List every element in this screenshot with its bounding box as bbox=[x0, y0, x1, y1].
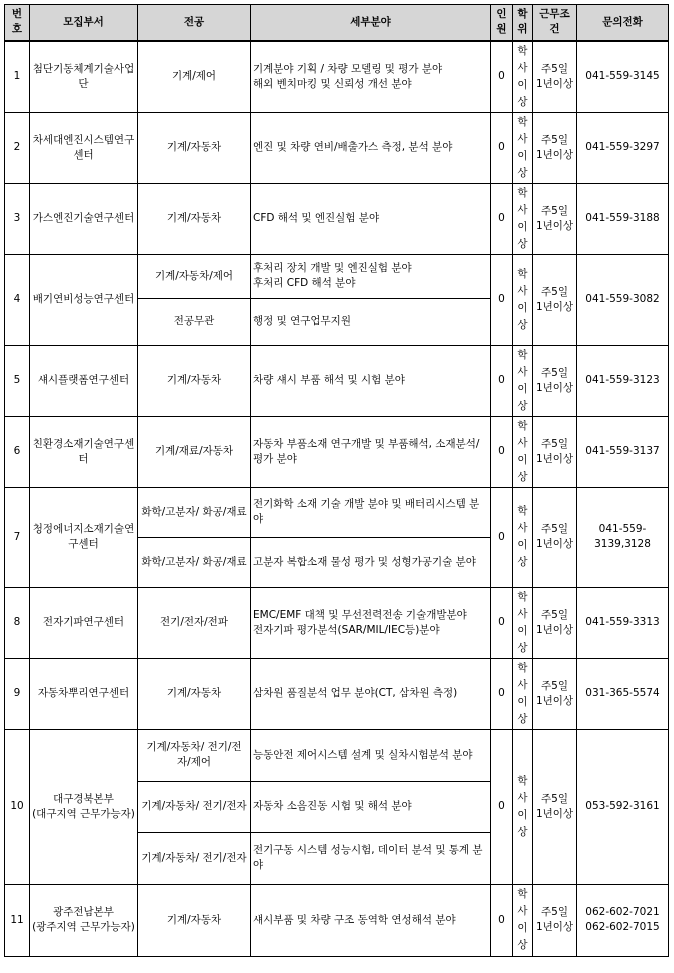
row-no: 11 bbox=[5, 884, 30, 956]
row-no: 3 bbox=[5, 183, 30, 254]
row-count: 0 bbox=[491, 729, 513, 884]
row-degree: 학 사 이 상 bbox=[513, 587, 533, 658]
row-detail: 후처리 장치 개발 및 엔진실험 분야 후처리 CFD 해석 분야 bbox=[251, 254, 491, 298]
row-degree: 학 사 이 상 bbox=[513, 254, 533, 345]
row-count: 0 bbox=[491, 884, 513, 956]
row-degree: 학 사 이 상 bbox=[513, 345, 533, 416]
row-dept: 첨단기동체계기술사업단 bbox=[30, 41, 138, 113]
row-dept: 대구경북본부 (대구지역 근무가능자) bbox=[30, 729, 138, 884]
row-degree: 학 사 이 상 bbox=[513, 41, 533, 113]
row-condition: 주5일 1년이상 bbox=[533, 183, 577, 254]
row-condition: 주5일 1년이상 bbox=[533, 587, 577, 658]
header-phone: 문의전화 bbox=[577, 5, 669, 41]
row-major: 기계/자동차/ 전기/전자 bbox=[138, 781, 251, 832]
row-major: 기계/자동차 bbox=[138, 183, 251, 254]
row-phone: 041-559-3137 bbox=[577, 416, 669, 487]
row-detail: CFD 해석 및 엔진실험 분야 bbox=[251, 183, 491, 254]
row-no: 7 bbox=[5, 487, 30, 587]
row-phone: 041-559-3145 bbox=[577, 41, 669, 113]
table-row bbox=[5, 254, 669, 298]
row-no: 5 bbox=[5, 345, 30, 416]
row-detail: 능동안전 제어시스템 설계 및 실차시험분석 분야 bbox=[251, 729, 491, 781]
row-detail: 기계분야 기획 / 차량 모델링 및 평가 분야 해외 벤치마킹 및 신뢰성 개선 분야 bbox=[251, 41, 491, 113]
row-degree: 학 사 이 상 bbox=[513, 729, 533, 884]
row-major: 기계/자동차/제어 bbox=[138, 254, 251, 298]
table-row bbox=[5, 112, 669, 183]
row-phone: 041-559-3123 bbox=[577, 345, 669, 416]
header-dept: 모집부서 bbox=[30, 5, 138, 41]
header-degree: 학 위 bbox=[513, 5, 533, 41]
row-phone: 041-559-3082 bbox=[577, 254, 669, 345]
row-phone: 031-365-5574 bbox=[577, 658, 669, 729]
recruitment-table bbox=[4, 4, 669, 957]
row-detail: 삼차원 품질분석 업무 분야(CT, 삼차원 측정) bbox=[251, 658, 491, 729]
row-no: 9 bbox=[5, 658, 30, 729]
row-no: 8 bbox=[5, 587, 30, 658]
row-dept: 전자기파연구센터 bbox=[30, 587, 138, 658]
row-detail: 섀시부품 및 차량 구조 동역학 연성해석 분야 bbox=[251, 884, 491, 956]
table-row bbox=[5, 658, 669, 729]
row-condition: 주5일 1년이상 bbox=[533, 658, 577, 729]
table-row bbox=[5, 41, 669, 113]
row-condition: 주5일 1년이상 bbox=[533, 41, 577, 113]
row-major: 기계/재료/자동차 bbox=[138, 416, 251, 487]
row-phone: 041-559-3313 bbox=[577, 587, 669, 658]
row-major: 전기/전자/전파 bbox=[138, 587, 251, 658]
row-detail: 엔진 및 차량 연비/배출가스 측정, 분석 분야 bbox=[251, 112, 491, 183]
row-condition: 주5일 1년이상 bbox=[533, 729, 577, 884]
header-count: 인 원 bbox=[491, 5, 513, 41]
row-dept: 친환경소재기술연구센터 bbox=[30, 416, 138, 487]
row-no: 4 bbox=[5, 254, 30, 345]
row-degree: 학 사 이 상 bbox=[513, 112, 533, 183]
row-degree: 학 사 이 상 bbox=[513, 183, 533, 254]
row-detail: 자동차 소음진동 시험 및 해석 분야 bbox=[251, 781, 491, 832]
row-dept: 가스엔진기술연구센터 bbox=[30, 183, 138, 254]
row-no: 1 bbox=[5, 41, 30, 113]
row-degree: 학 사 이 상 bbox=[513, 487, 533, 587]
row-no: 2 bbox=[5, 112, 30, 183]
row-count: 0 bbox=[491, 254, 513, 345]
row-no: 10 bbox=[5, 729, 30, 884]
row-major: 화학/고분자/ 화공/재료 bbox=[138, 487, 251, 537]
row-count: 0 bbox=[491, 345, 513, 416]
row-count: 0 bbox=[491, 41, 513, 113]
row-phone: 062-602-7021 062-602-7015 bbox=[577, 884, 669, 956]
row-condition: 주5일 1년이상 bbox=[533, 884, 577, 956]
table-row bbox=[5, 884, 669, 956]
row-degree: 학 사 이 상 bbox=[513, 658, 533, 729]
row-condition: 주5일 1년이상 bbox=[533, 254, 577, 345]
row-major: 화학/고분자/ 화공/재료 bbox=[138, 537, 251, 587]
header-no: 번 호 bbox=[5, 5, 30, 41]
table-row bbox=[5, 487, 669, 537]
row-dept: 청정에너지소재기술연구센터 bbox=[30, 487, 138, 587]
row-count: 0 bbox=[491, 487, 513, 587]
row-major: 기계/자동차 bbox=[138, 658, 251, 729]
row-major: 기계/자동차 bbox=[138, 884, 251, 956]
row-count: 0 bbox=[491, 183, 513, 254]
table-row bbox=[5, 183, 669, 254]
table-row bbox=[5, 729, 669, 781]
row-phone: 053-592-3161 bbox=[577, 729, 669, 884]
row-degree: 학 사 이 상 bbox=[513, 416, 533, 487]
row-major: 기계/자동차 bbox=[138, 345, 251, 416]
row-count: 0 bbox=[491, 112, 513, 183]
row-phone: 041-559-3297 bbox=[577, 112, 669, 183]
row-phone: 041-559-3188 bbox=[577, 183, 669, 254]
row-detail: 전기화학 소재 기술 개발 분야 및 배터리시스템 분야 bbox=[251, 487, 491, 537]
row-detail: EMC/EMF 대책 및 무선전력전송 기술개발분야 전자기파 평가분석(SAR/MIL/IEC등)분야 bbox=[251, 587, 491, 658]
row-detail: 행정 및 연구업무지원 bbox=[251, 298, 491, 345]
row-dept: 자동차뿌리연구센터 bbox=[30, 658, 138, 729]
row-degree: 학 사 이 상 bbox=[513, 884, 533, 956]
row-condition: 주5일 1년이상 bbox=[533, 345, 577, 416]
header-condition: 근무조 건 bbox=[533, 5, 577, 41]
row-dept: 차세대엔진시스템연구센터 bbox=[30, 112, 138, 183]
row-major: 기계/자동차/ 전기/전자 bbox=[138, 832, 251, 884]
header-major: 전공 bbox=[138, 5, 251, 41]
row-dept: 광주전남본부 (광주지역 근무가능자) bbox=[30, 884, 138, 956]
table-row bbox=[5, 587, 669, 658]
row-condition: 주5일 1년이상 bbox=[533, 112, 577, 183]
row-phone: 041-559- 3139,3128 bbox=[577, 487, 669, 587]
table-row bbox=[5, 416, 669, 487]
row-detail: 전기구동 시스템 성능시험, 데이터 분석 및 통계 분야 bbox=[251, 832, 491, 884]
row-count: 0 bbox=[491, 658, 513, 729]
row-count: 0 bbox=[491, 587, 513, 658]
table-row bbox=[5, 345, 669, 416]
row-major: 기계/자동차/ 전기/전자/제어 bbox=[138, 729, 251, 781]
header-row bbox=[5, 5, 669, 41]
row-condition: 주5일 1년이상 bbox=[533, 487, 577, 587]
row-detail: 고분자 복합소재 물성 평가 및 성형가공기술 분야 bbox=[251, 537, 491, 587]
row-detail: 자동차 부품소재 연구개발 및 부품해석, 소재분석/평가 분야 bbox=[251, 416, 491, 487]
row-no: 6 bbox=[5, 416, 30, 487]
row-dept: 섀시플랫폼연구센터 bbox=[30, 345, 138, 416]
row-major: 전공무관 bbox=[138, 298, 251, 345]
row-major: 기계/제어 bbox=[138, 41, 251, 113]
row-detail: 차량 섀시 부품 해석 및 시험 분야 bbox=[251, 345, 491, 416]
row-condition: 주5일 1년이상 bbox=[533, 416, 577, 487]
row-major: 기계/자동차 bbox=[138, 112, 251, 183]
header-detail: 세부분야 bbox=[251, 5, 491, 41]
row-dept: 배기연비성능연구센터 bbox=[30, 254, 138, 345]
row-count: 0 bbox=[491, 416, 513, 487]
